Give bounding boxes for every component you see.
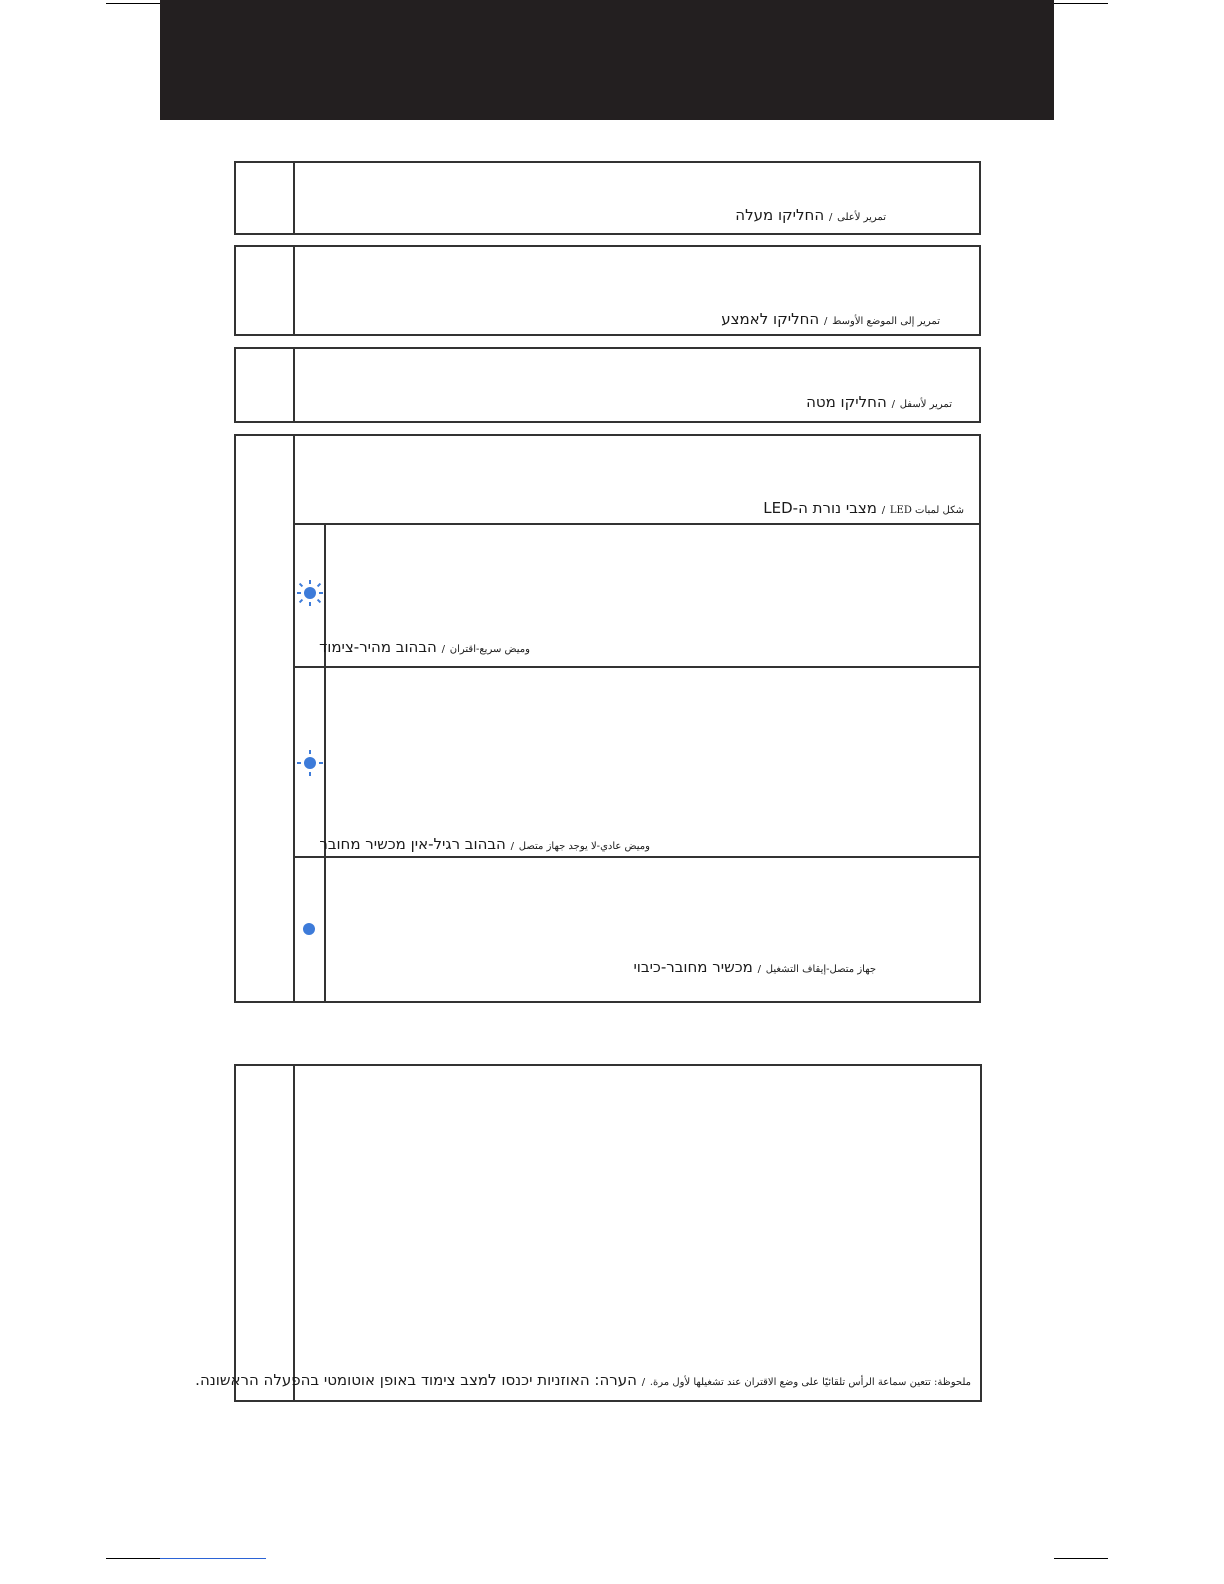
slide-up-caption: تمرير لأعلى / החליקו מעלה bbox=[735, 206, 886, 224]
led-fast-flash-icon bbox=[299, 582, 321, 604]
row-divider bbox=[293, 1064, 295, 1402]
row-divider bbox=[293, 347, 295, 423]
crop-mark bbox=[106, 3, 160, 4]
led-state-caption: وميض سريع-اقتران / הבהוב מהיר-צימוד bbox=[319, 638, 530, 656]
led-normal-flash-icon bbox=[299, 752, 321, 774]
led-row-divider bbox=[293, 666, 981, 668]
led-icon-column-divider bbox=[324, 523, 326, 1003]
row-divider bbox=[293, 161, 295, 235]
crop-mark bbox=[106, 1558, 160, 1559]
slide-middle-caption: تمرير إلى الموضع الأوسط / החליקו לאמצע bbox=[721, 310, 940, 328]
led-solid-icon bbox=[303, 923, 315, 935]
led-state-caption: وميض عادي-لا يوجد جهاز متصل / הבהוב רגיל-אין מכשיר מחובר bbox=[319, 835, 650, 853]
page-header-bar bbox=[160, 0, 1054, 120]
slide-down-caption: تمرير لأسفل / החליקו מטה bbox=[806, 393, 952, 411]
row-divider bbox=[293, 434, 295, 1003]
crop-mark bbox=[160, 1558, 266, 1559]
led-state-caption: جهاز متصل-إيقاف التشغيل / מכשיר מחובר-כיבוי bbox=[633, 958, 876, 976]
led-table-top-border bbox=[293, 523, 981, 525]
crop-mark bbox=[1054, 3, 1108, 4]
row-divider bbox=[293, 245, 295, 336]
note-caption: ملحوظة: تتعين سماعة الرأس تلقائيًا على وضع الاقتران عند تشغيلها لأول مرة. / הערה: האוזניות יכנסו למצב צימוד באופן אוטומטי בהפעלה הראשונה. bbox=[195, 1371, 971, 1389]
led-row-divider bbox=[293, 856, 981, 858]
led-states-title: شكل لمبات LED / מצבי נורת ה-LED bbox=[763, 499, 964, 517]
crop-mark bbox=[1054, 1558, 1108, 1559]
note-section bbox=[234, 1064, 982, 1402]
